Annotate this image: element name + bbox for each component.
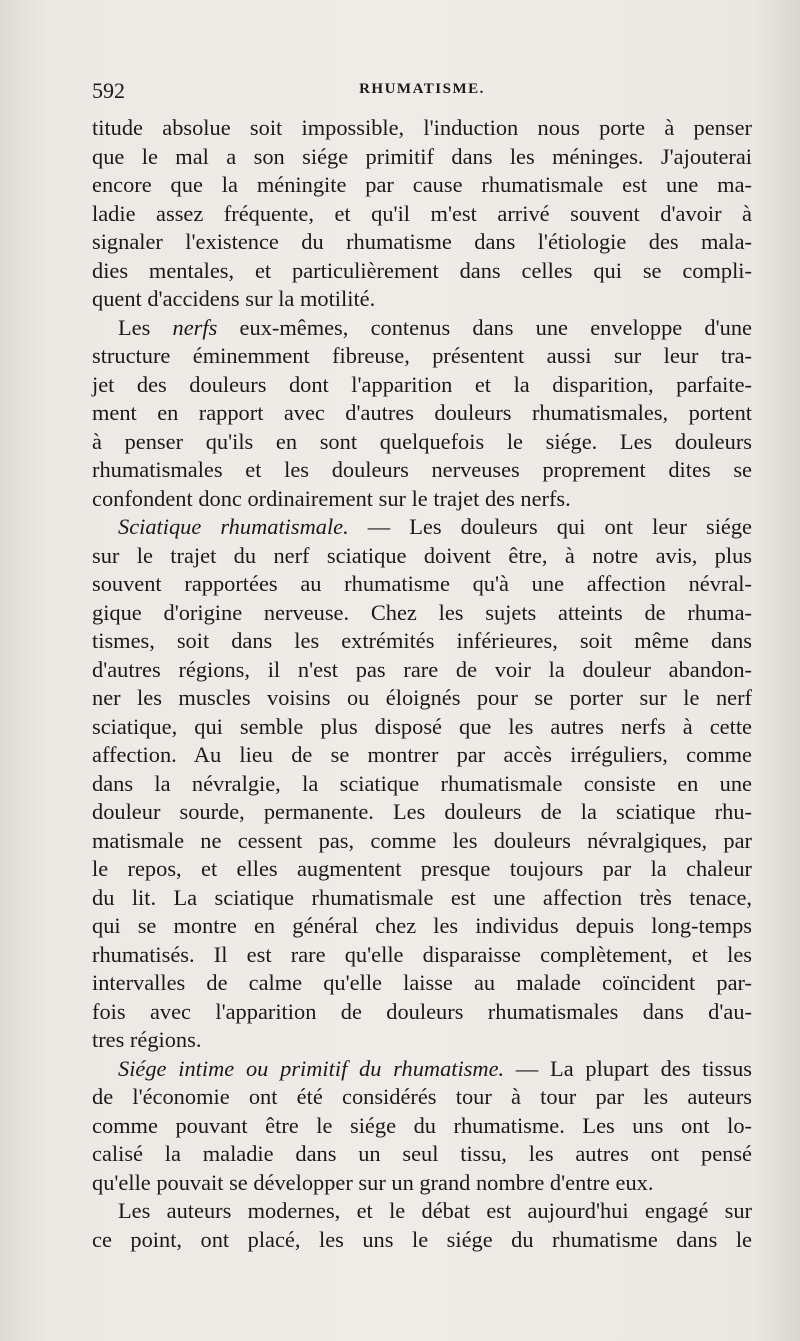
text-line: Sciatique rhumatismale. — Les douleurs qui ont leur siége — [118, 514, 752, 539]
text-line: fois avec l'apparition de douleurs rhumatismales dans d'au- — [92, 998, 752, 1024]
text-line: ladie assez fréquente, et qu'il m'est arrivé souvent d'avoir à — [92, 200, 752, 226]
text-line: du lit. La sciatique rhumatismale est une affection très tenace, — [92, 884, 752, 910]
paragraph — [92, 1197, 752, 1254]
running-head: RHUMATISME. — [359, 81, 485, 97]
text-line: dies mentales, et particulièrement dans celles qui se compli- — [92, 257, 752, 283]
paragraph — [92, 314, 752, 514]
text-line: quent d'accidens sur la motilité. — [92, 286, 376, 311]
text-line: qui se montre en général chez les individus depuis long-temps — [92, 913, 752, 938]
paragraph — [92, 513, 752, 1055]
italic-term: nerfs — [172, 314, 218, 340]
text-line: rhumatismales et les douleurs nerveuses proprement dites se — [92, 457, 752, 482]
text-line: que le mal a son siége primitif dans les méninges. J'ajouterai — [92, 143, 752, 169]
page-header — [92, 78, 752, 108]
text-line: dans la névralgie, la sciatique rhumatismale consiste en une — [92, 770, 752, 796]
section-heading: Siége intime ou primitif du rhumatisme. — [118, 1055, 505, 1081]
text-line: titude absolue soit impossible, l'induction nous porte à penser — [92, 115, 752, 140]
text-line: confondent donc ordinairement sur le trajet des nerfs. — [92, 485, 571, 511]
text-line: ner les muscles voisins ou éloignés pour se porter sur le nerf — [92, 685, 752, 710]
text-line: affection. Au lieu de se montrer par accès irréguliers, comme — [92, 742, 752, 767]
body-text — [92, 114, 752, 1254]
text-line: intervalles de calme qu'elle laisse au malade coïncident par- — [92, 970, 752, 995]
text-line: structure éminemment fibreuse, présentent aussi sur leur tra- — [92, 343, 752, 368]
text-line: de l'économie ont été considérés tour à tour par les auteurs — [92, 1084, 752, 1109]
paragraph — [92, 114, 752, 314]
text-line: Les auteurs modernes, et le débat est aujourd'hui engagé sur — [118, 1198, 752, 1223]
text-line: matismale ne cessent pas, comme les douleurs névralgiques, par — [92, 827, 752, 853]
text-line: calisé la maladie dans un seul tissu, les autres ont pensé — [92, 1141, 752, 1166]
text-line: Siége intime ou primitif du rhumatisme. — La plupart des tissus — [118, 1055, 752, 1081]
text-line: d'autres régions, il n'est pas rare de voir la douleur abandon- — [92, 656, 752, 682]
text-line: Les nerfs eux-mêmes, contenus dans une enveloppe d'une — [118, 314, 752, 340]
text-line: souvent rapportées au rhumatisme qu'à une affection névral- — [92, 571, 752, 596]
section-heading: Sciatique rhumatismale. — [118, 514, 349, 539]
text-line: sur le trajet du nerf sciatique doivent être, à notre avis, plus — [92, 542, 752, 568]
text-line: ment en rapport avec d'autres douleurs rhumatismales, portent — [92, 400, 752, 425]
text-line: ce point, ont placé, les uns le siége du rhumatisme dans le — [92, 1226, 752, 1252]
text-line: signaler l'existence du rhumatisme dans l'étiologie des mala- — [92, 229, 752, 254]
text-line: encore que la méningite par cause rhumatismale est une ma- — [92, 172, 752, 197]
text-line: gique d'origine nerveuse. Chez les sujets atteints de rhuma- — [92, 599, 752, 625]
text-line: qu'elle pouvait se développer sur un grand nombre d'entre eux. — [92, 1169, 654, 1195]
page-number: 592 — [92, 78, 125, 103]
text-line: jet des douleurs dont l'apparition et la disparition, parfaite- — [92, 371, 752, 397]
paragraph — [92, 1055, 752, 1198]
text-line: douleur sourde, permanente. Les douleurs de la sciatique rhu- — [92, 799, 752, 824]
text-line: à penser qu'ils en sont quelquefois le siége. Les douleurs — [92, 428, 752, 454]
text-line: tres régions. — [92, 1027, 202, 1052]
text-line: tismes, soit dans les extrémités inférieures, soit même dans — [92, 628, 752, 653]
text-line: sciatique, qui semble plus disposé que les autres nerfs à cette — [92, 713, 752, 739]
text-line: le repos, et elles augmentent presque toujours par la chaleur — [92, 856, 752, 881]
text-line: comme pouvant être le siége du rhumatisme. Les uns ont lo- — [92, 1112, 752, 1138]
text-line: rhumatisés. Il est rare qu'elle disparaisse complètement, et les — [92, 941, 752, 967]
